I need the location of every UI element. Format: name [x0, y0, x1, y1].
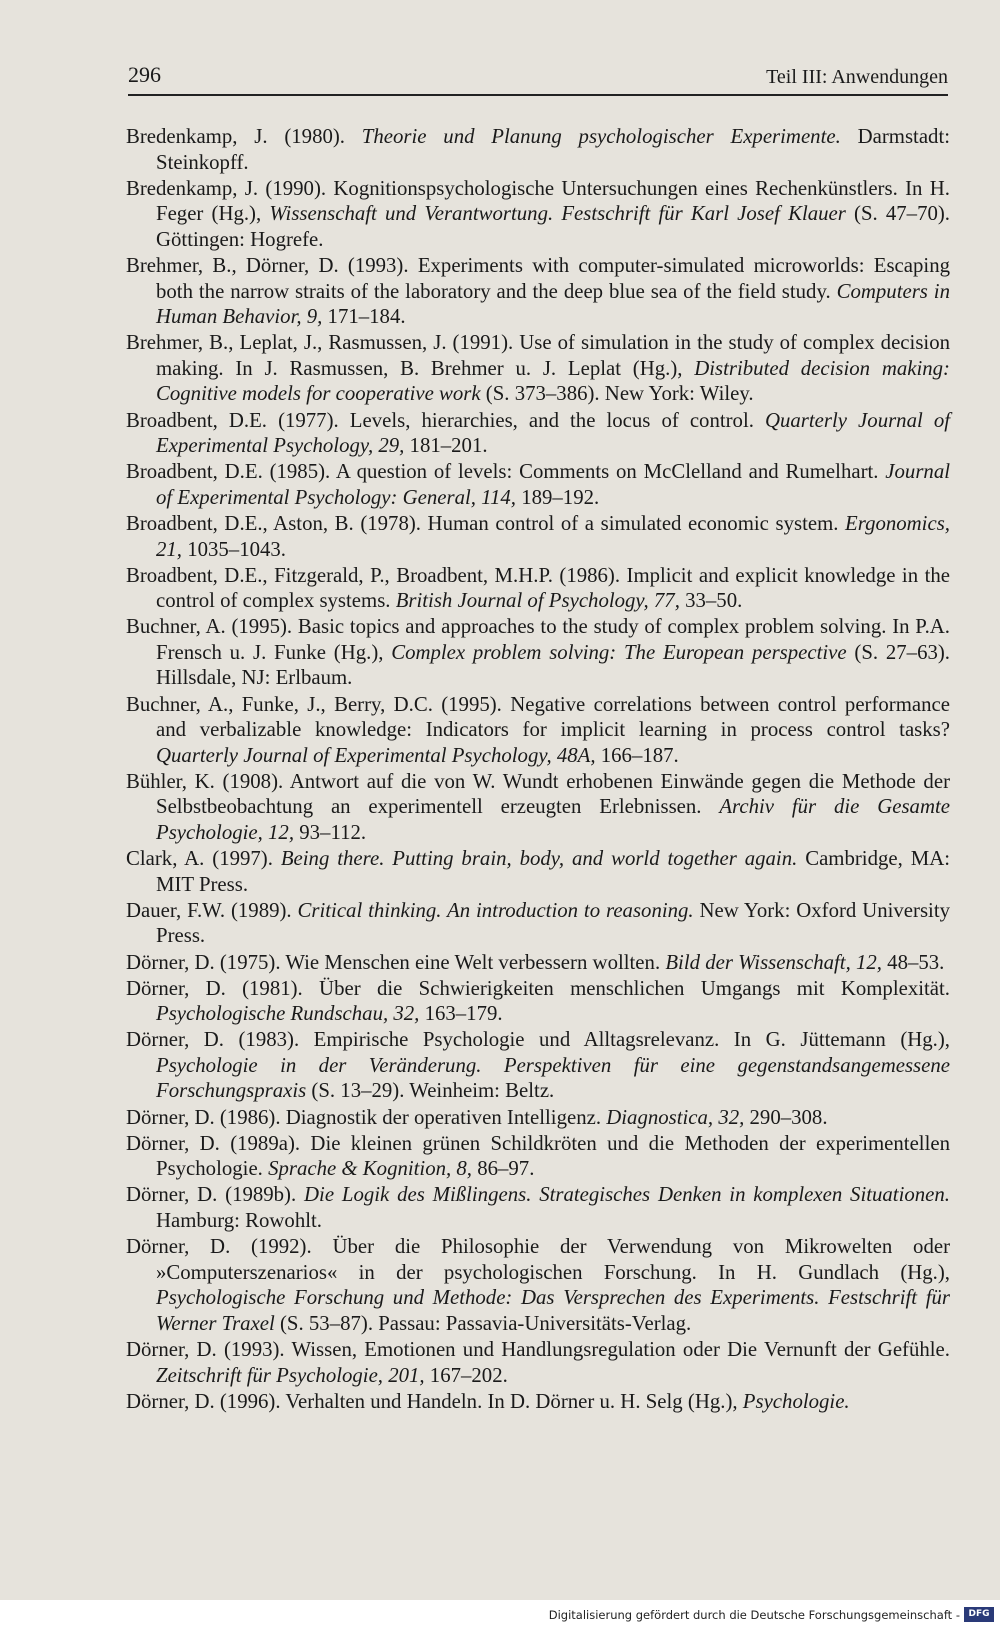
reference-text: 93–112.: [294, 821, 367, 845]
reference-text: Buchner, A., Funke, J., Berry, D.C. (1995). Negative correlations between control performance and verbalizable knowledge: Indicators for implicit learning in process control tasks?: [126, 692, 950, 742]
reference-list: [126, 124, 950, 1415]
reference-text: Broadbent, D.E., Fitzgerald, P., Broadbent, M.H.P. (1986). Implicit and explicit knowledge in the control of complex systems.: [126, 563, 950, 613]
reference-text: Bredenkamp, J. (1980).: [126, 125, 362, 148]
footer-credit: Digitalisierung gefördert durch die Deutsche Forschungsgemeinschaft -: [548, 1608, 960, 1622]
reference-title: Zeitschrift für Psychologie, 201,: [156, 1363, 425, 1387]
dfg-logo: DFG: [964, 1607, 994, 1622]
reference-text: Clark, A. (1997).: [126, 847, 281, 871]
reference-title: Quarterly Journal of Experimental Psychology, 48A,: [156, 743, 596, 767]
reference-text: 33–50.: [679, 589, 743, 613]
reference-entry: [126, 124, 950, 175]
reference-entry: [126, 1337, 950, 1388]
reference-title: Journal of Experimental Psychology: General, 114,: [156, 460, 950, 509]
reference-entry: [126, 1389, 950, 1415]
reference-entry: [126, 1234, 950, 1336]
reference-text: 166–187.: [595, 743, 679, 767]
reference-text: (S. 27–63). Hillsdale, NJ: Erlbaum.: [156, 640, 950, 690]
reference-entry: [126, 1027, 950, 1104]
reference-text: Buchner, A. (1995). Basic topics and approaches to the study of complex problem solving. In P.A. Frensch u. J. Funke (Hg.),: [126, 615, 950, 664]
reference-title: Computers in Human Behavior, 9,: [156, 279, 950, 329]
reference-text: Dörner, D. (1989b).: [126, 1183, 305, 1207]
reference-text: 1035–1043.: [182, 537, 286, 561]
page-header: [128, 62, 948, 96]
reference-entry: [126, 459, 950, 510]
reference-entry: [126, 563, 950, 614]
reference-text: Dörner, D. (1975). Wie Menschen eine Welt verbessern wollten.: [126, 950, 666, 974]
page-number: 296: [128, 62, 161, 87]
reference-text: 167–202.: [424, 1363, 508, 1387]
reference-text: Dörner, D. (1981). Über die Schwierigkeiten menschlichen Umgangs mit Komplexität.: [126, 976, 950, 1000]
reference-entry: [126, 950, 950, 976]
reference-text: Dörner, D. (1989a). Die kleinen grünen Schildkröten und die Methoden der experimentellen Psychologie.: [126, 1131, 950, 1181]
reference-text: Bredenkamp, J. (1990). Kognitionspsychologische Untersuchungen eines Rechenkünstlers. In H. Feger (Hg.),: [126, 176, 950, 226]
reference-entry: [126, 846, 950, 897]
reference-text: (S. 373–386). New York: Wiley.: [480, 382, 754, 406]
digitization-footer: [0, 1600, 1000, 1633]
reference-text: Dauer, F.W. (1989).: [126, 898, 298, 922]
reference-title: Psychologische Forschung und Methode: Das Versprechen des Experiments. Festschrift für Werner Traxel: [156, 1286, 950, 1335]
reference-text: Broadbent, D.E. (1977). Levels, hierarchies, and the locus of control.: [126, 408, 765, 432]
reference-title: Bild der Wissenschaft, 12,: [665, 950, 882, 974]
reference-title: Critical thinking. An introduction to reasoning.: [297, 898, 694, 922]
reference-text: Dörner, D. (1993). Wissen, Emotionen und Handlungsregulation oder Die Vernunft der Gefühle.: [126, 1337, 950, 1361]
reference-title: Being there. Putting brain, body, and world together again.: [280, 847, 798, 871]
reference-text: Dörner, D. (1986). Diagnostik der operativen Intelligenz.: [126, 1105, 607, 1129]
reference-title: Distributed decision making: Cognitive models for cooperative work: [156, 356, 950, 406]
reference-entry: [126, 692, 950, 769]
reference-entry: [126, 253, 950, 330]
reference-entry: [126, 614, 950, 691]
reference-text: 181–201.: [404, 434, 488, 458]
reference-text: Dörner, D. (1983). Empirische Psychologie und Alltagsrelevanz. In G. Jüttemann (Hg.),: [126, 1028, 950, 1052]
reference-title: Complex problem solving: The European perspective: [391, 640, 847, 664]
reference-text: Broadbent, D.E., Aston, B. (1978). Human control of a simulated economic system.: [126, 511, 846, 535]
reference-entry: [126, 976, 950, 1027]
reference-entry: [126, 1131, 950, 1182]
reference-text: 189–192.: [516, 485, 600, 509]
reference-text: 163–179.: [419, 1002, 503, 1026]
reference-entry: [126, 1105, 950, 1131]
reference-text: Dörner, D. (1992). Über die Philosophie der Verwendung von Mikrowelten oder »Computerszenarios« in der psychologischen Forschung. In H. Gundlach (Hg.),: [126, 1235, 950, 1284]
reference-text: 86–97.: [472, 1157, 535, 1181]
reference-text: Brehmer, B., Leplat, J., Rasmussen, J. (1991). Use of simulation in the study of complex decision making. In J. Rasmussen, B. Brehmer u. J. Leplat (Hg.),: [126, 331, 950, 380]
reference-entry: [126, 1182, 950, 1233]
reference-title: Wissenschaft und Verantwortung. Festschrift für Karl Josef Klauer: [269, 202, 846, 226]
reference-title: Theorie und Planung psychologischer Experimente.: [361, 125, 841, 148]
reference-text: Darmstadt: Steinkopff.: [156, 125, 951, 174]
reference-text: New York: Oxford University Press.: [156, 898, 950, 948]
reference-text: 171–184.: [322, 305, 406, 329]
reference-title: Archiv für die Gesamte Psychologie, 12,: [156, 795, 950, 845]
reference-text: (S. 13–29). Weinheim: Beltz.: [306, 1079, 555, 1103]
reference-entry: [126, 408, 950, 459]
reference-entry: [126, 769, 950, 846]
reference-entry: [126, 176, 950, 253]
reference-title: Sprache & Kognition, 8,: [268, 1157, 472, 1181]
reference-text: (S. 47–70). Göttingen: Hogrefe.: [156, 202, 950, 251]
reference-text: Hamburg: Rowohlt.: [156, 1208, 322, 1232]
reference-title: Psychologische Rundschau, 32,: [156, 1002, 420, 1026]
reference-title: Psychologie in der Veränderung. Perspektiven für eine gegenstandsangemessene Forschungspraxis: [156, 1053, 950, 1103]
reference-entry: [126, 898, 950, 949]
reference-title: Die Logik des Mißlingens. Strategisches Denken in komplexen Situationen.: [304, 1183, 950, 1207]
reference-entry: [126, 330, 950, 407]
reference-text: Cambridge, MA: MIT Press.: [156, 847, 950, 896]
reference-text: Broadbent, D.E. (1985). A question of levels: Comments on McClelland and Rumelhart.: [126, 460, 886, 484]
reference-title: British Journal of Psychology, 77,: [395, 589, 680, 613]
reference-title: Diagnostica, 32,: [606, 1105, 745, 1129]
reference-text: 48–53.: [881, 950, 945, 974]
reference-text: Bühler, K. (1908). Antwort auf die von W. Wundt erhobenen Einwände gegen die Methode der Selbstbeobachtung an experimentell erzeugten Erlebnissen.: [126, 769, 950, 819]
reference-title: Quarterly Journal of Experimental Psychology, 29,: [156, 408, 950, 458]
reference-title: Psychologie.: [742, 1389, 850, 1413]
reference-text: (S. 53–87). Passau: Passavia-Universitäts-Verlag.: [274, 1311, 692, 1335]
reference-entry: [126, 511, 950, 562]
reference-text: Dörner, D. (1996). Verhalten und Handeln. In D. Dörner u. H. Selg (Hg.),: [126, 1389, 743, 1413]
running-head: Teil III: Anwendungen: [766, 66, 948, 88]
reference-title: Ergonomics, 21,: [156, 511, 950, 561]
reference-text: 290–308.: [744, 1105, 828, 1129]
reference-text: Brehmer, B., Dörner, D. (1993). Experiments with computer-simulated microworlds: Escaping both the narrow straits of the laboratory and the deep blue sea of the field study.: [126, 253, 950, 303]
